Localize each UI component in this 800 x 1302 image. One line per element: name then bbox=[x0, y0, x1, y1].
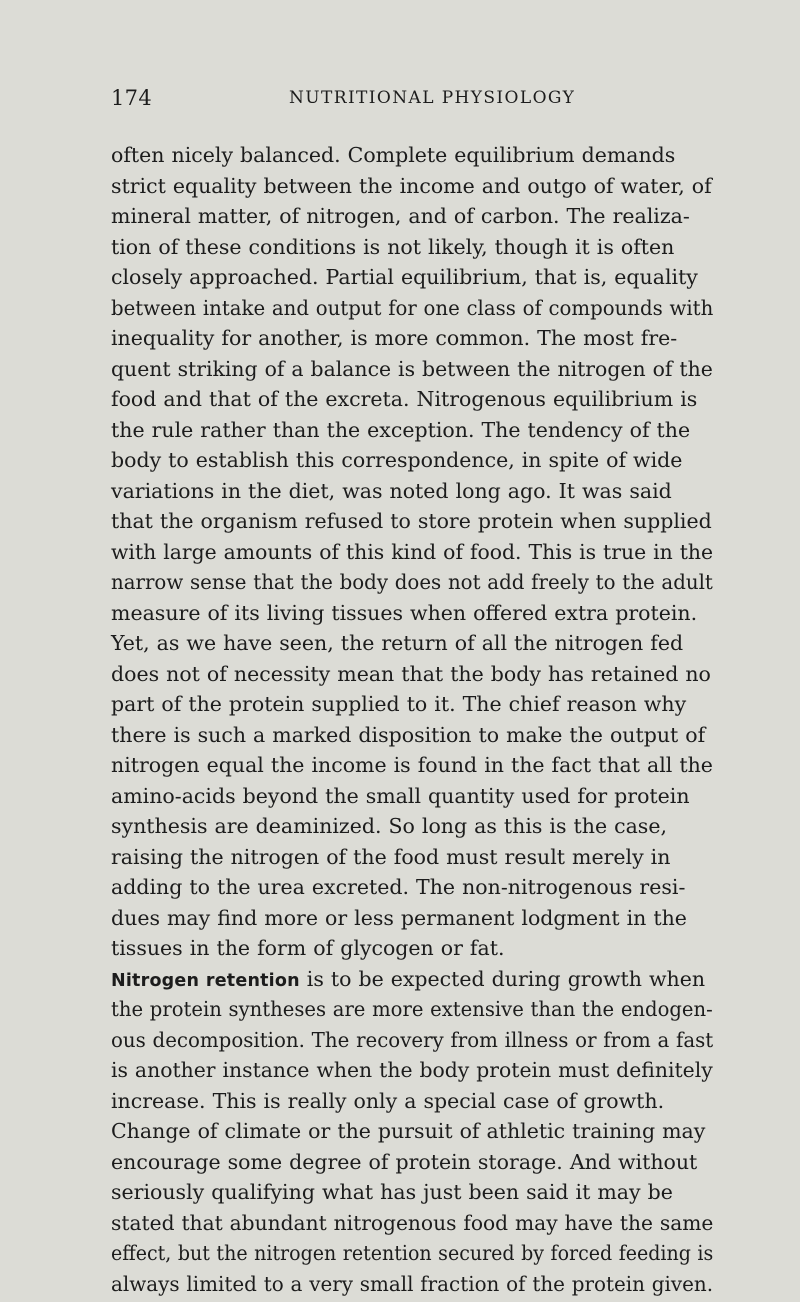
text-line: food and that of the excreta. Nitrogenous equilibrium is bbox=[111, 387, 698, 411]
page-number: 174 bbox=[111, 86, 152, 110]
text-line: dues may find more or less permanent lodgment in the bbox=[111, 905, 687, 930]
paragraph bbox=[111, 140, 713, 964]
paragraph bbox=[111, 964, 713, 1300]
text-line: mineral matter, of nitrogen, and of carbon. The realiza- bbox=[111, 204, 690, 228]
text-line: there is such a marked disposition to make the output of bbox=[111, 722, 706, 747]
text-line: tissues in the form of glycogen or fat. bbox=[111, 936, 505, 960]
page-header bbox=[111, 86, 711, 116]
text-line: encourage some degree of protein storage. And without bbox=[111, 1149, 698, 1174]
text-line: increase. This is really only a special case of growth. bbox=[111, 1088, 665, 1113]
text-line-first bbox=[111, 964, 713, 995]
text-line: stated that abundant nitrogenous food may have the same bbox=[111, 1210, 714, 1235]
text-line: the protein syntheses are more extensive than the endogen- bbox=[111, 997, 713, 1021]
paragraph-lead-heading: Nitrogen retention bbox=[111, 970, 300, 991]
text-line: strict equality between the income and outgo of water, of bbox=[111, 173, 712, 198]
text-line: amino-acids beyond the small quantity used for protein bbox=[111, 783, 690, 808]
text-line: adding to the urea excreted. The non-nitrogenous resi- bbox=[111, 875, 686, 899]
text-line: that the organism refused to store protein when supplied bbox=[111, 509, 712, 533]
text-line: quent striking of a balance is between the nitrogen of the bbox=[111, 356, 713, 381]
text-line: part of the protein supplied to it. The chief reason why bbox=[111, 692, 687, 716]
first-line-rest: is to be expected during growth when bbox=[299, 966, 706, 991]
text-line: seriously qualifying what has just been said it may be bbox=[111, 1180, 673, 1204]
text-line: Change of climate or the pursuit of athletic training may bbox=[111, 1119, 706, 1143]
text-line: Yet, as we have seen, the return of all the nitrogen fed bbox=[111, 631, 684, 655]
body-text bbox=[111, 140, 713, 1299]
text-line: inequality for another, is more common. The most fre- bbox=[111, 326, 678, 350]
text-line: narrow sense that the body does not add freely to the adult bbox=[111, 570, 713, 594]
text-line: with large amounts of this kind of food. This is true in the bbox=[111, 539, 714, 564]
text-line: variations in the diet, was noted long ago. It was said bbox=[111, 478, 672, 503]
text-line: raising the nitrogen of the food must result merely in bbox=[111, 844, 671, 869]
text-line: always limited to a very small fraction of the protein given. bbox=[111, 1271, 714, 1296]
text-line: measure of its living tissues when offered extra protein. bbox=[111, 600, 698, 625]
text-line: the rule rather than the exception. The tendency of the bbox=[111, 417, 691, 442]
text-line: synthesis are deaminized. So long as this is the case, bbox=[111, 814, 667, 838]
text-line: is another instance when the body protein must definitely bbox=[111, 1058, 713, 1082]
text-line: often nicely balanced. Complete equilibrium demands bbox=[111, 143, 676, 167]
text-line: does not of necessity mean that the body has retained no bbox=[111, 661, 711, 686]
text-line: ous decomposition. The recovery from illness or from a fast bbox=[111, 1027, 714, 1052]
text-line: between intake and output for one class of compounds with bbox=[111, 295, 714, 320]
text-line: closely approached. Partial equilibrium, that is, equality bbox=[111, 265, 698, 289]
text-line: effect, but the nitrogen retention secured by forced feeding is bbox=[111, 1241, 714, 1265]
text-line: tion of these conditions is not likely, though it is often bbox=[111, 234, 675, 259]
text-line: body to establish this correspondence, in spite of wide bbox=[111, 448, 683, 472]
running-head: NUTRITIONAL PHYSIOLOGY bbox=[289, 88, 576, 108]
text-line: nitrogen equal the income is found in the fact that all the bbox=[111, 753, 713, 777]
